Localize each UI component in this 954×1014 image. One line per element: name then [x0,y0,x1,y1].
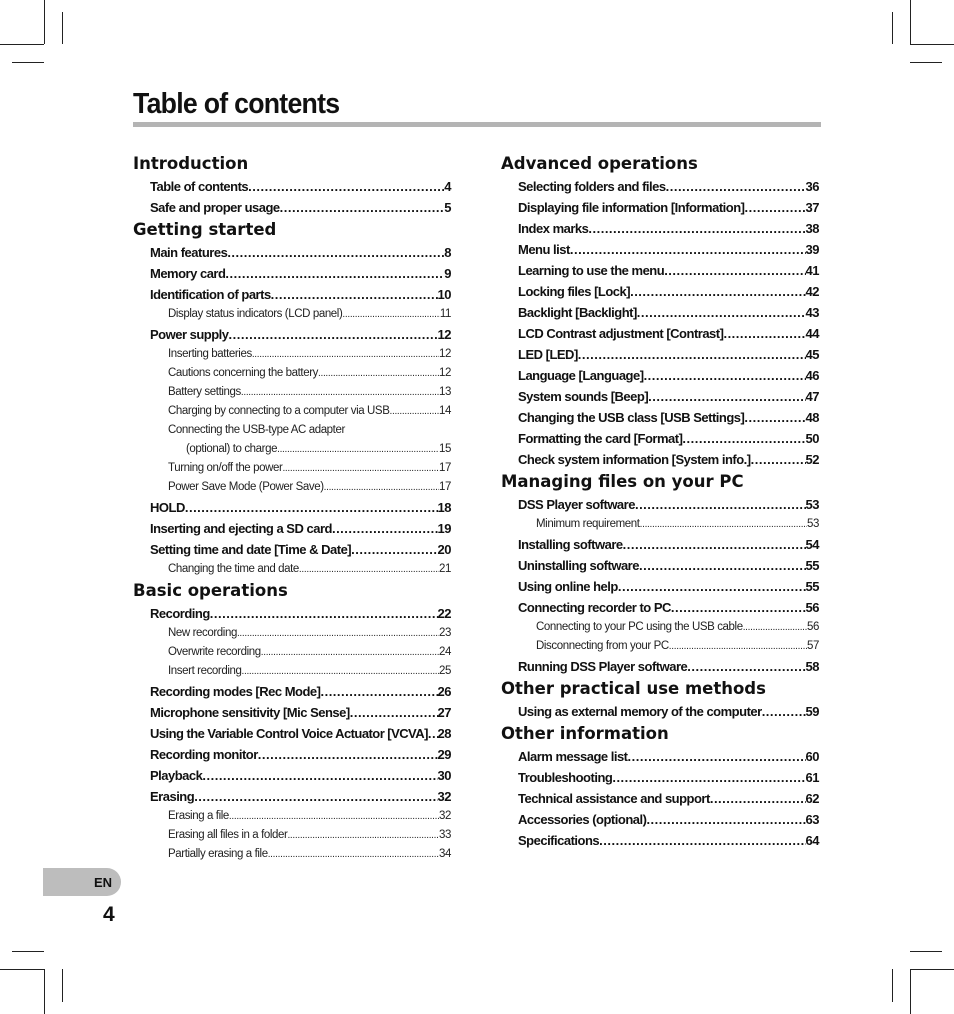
toc-entry-title: Inserting and ejecting a SD card [150,521,332,536]
dot-leader [332,518,438,539]
toc-entry-title: Installing software [518,537,623,552]
toc-entry-title: Connecting to your PC using the USB cable [536,621,743,633]
toc-entry[interactable] [133,263,451,284]
section-heading: Managing files on your PC [501,472,744,491]
toc-page-number: 50 [805,431,819,446]
dot-leader [666,176,806,197]
toc-page-number: 20 [437,542,451,557]
crop-mark [12,62,44,63]
crop-mark [910,44,954,45]
toc-page-number: 47 [805,389,819,404]
toc-page-number: 38 [805,221,819,236]
dot-leader [578,344,806,365]
toc-page-number: 55 [805,558,819,573]
toc-entry-title: Selecting folders and files [518,179,666,194]
toc-page-number: 21 [439,563,451,575]
dot-leader [618,576,806,597]
toc-right-column [501,152,819,851]
toc-entry[interactable] [501,323,819,344]
toc-entry[interactable] [501,494,819,515]
dot-leader [664,260,805,281]
dot-leader [710,788,806,809]
crop-mark [0,969,44,970]
toc-entry[interactable] [133,459,451,478]
toc-entry-title: Technical assistance and support [518,791,710,806]
toc-page-number: 27 [437,705,451,720]
dot-leader [277,440,439,459]
dot-leader [280,197,445,218]
toc-entry-title: Cautions concerning the battery [168,367,318,379]
toc-entry[interactable] [133,681,451,702]
toc-entry-title: Accessories (optional) [518,812,647,827]
toc-page-number: 37 [805,200,819,215]
toc-section [501,677,819,722]
toc-page-number: 55 [805,579,819,594]
toc-entry[interactable] [501,830,819,851]
toc-entry[interactable] [133,242,451,263]
language-label: EN [94,875,113,890]
toc-entry-title: Memory card [150,266,226,281]
toc-entry-title: Using the Variable Control Voice Actuator [VCVA] [150,726,428,741]
toc-entry[interactable] [501,428,819,449]
dot-leader [229,324,438,345]
toc-page-number: 39 [805,242,819,257]
toc-section [501,152,819,470]
dot-leader [682,428,805,449]
toc-entry-title: Microphone sensitivity [Mic Sense] [150,705,350,720]
toc-entry[interactable] [133,324,451,345]
toc-entry[interactable] [133,723,451,744]
toc-entry-title: Erasing a file [168,810,229,822]
toc-page-number: 12 [439,348,451,360]
toc-entry[interactable] [133,284,451,305]
toc-page-number: 48 [805,410,819,425]
toc-entry-title: Power supply [150,327,229,342]
toc-entry[interactable] [133,305,451,324]
dot-leader [630,281,805,302]
toc-page-number: 57 [807,640,819,652]
toc-page-number: 52 [805,452,819,467]
dot-leader [242,662,440,681]
toc-entry-title: Running DSS Player software [518,659,688,674]
toc-page-number: 23 [439,627,451,639]
toc-page-number: 32 [439,810,451,822]
dot-leader [202,765,437,786]
dot-leader [640,515,807,534]
toc-page-number: 43 [805,305,819,320]
dot-leader [237,624,439,643]
dot-leader [644,365,806,386]
toc-entry[interactable] [501,701,819,722]
dot-leader [225,263,444,284]
dot-leader [248,176,444,197]
crop-mark [910,0,911,44]
crop-mark [892,969,893,1002]
dot-leader [743,618,807,637]
toc-entry[interactable] [501,281,819,302]
dot-leader [623,534,806,555]
toc-entry[interactable] [133,826,451,845]
toc-entry[interactable] [133,765,451,786]
toc-page-number: 64 [805,833,819,848]
dot-leader [282,459,439,478]
toc-entry-title: Safe and proper usage [150,200,280,215]
toc-entry[interactable] [133,807,451,826]
toc-page-number: 17 [439,462,451,474]
toc-entry[interactable] [133,197,451,218]
crop-mark [62,12,63,44]
toc-entry[interactable] [501,344,819,365]
dot-leader [428,723,438,744]
toc-entry-title: Inserting batteries [168,348,252,360]
toc-entry-title: Setting time and date [Time & Date] [150,542,352,557]
toc-entry-title: Erasing all files in a folder [168,829,288,841]
dot-leader [671,597,806,618]
toc-entry-title: Recording monitor [150,747,258,762]
toc-entry[interactable] [133,478,451,497]
crop-mark [12,951,44,952]
page-title: Table of contents [133,88,340,120]
section-heading: Other information [501,724,669,743]
dot-leader [324,478,439,497]
toc-entry-title: Index marks [518,221,589,236]
toc-page-number: 26 [437,684,451,699]
dot-leader [745,197,806,218]
toc-page-number: 30 [437,768,451,783]
toc-page-number: 5 [444,200,451,215]
toc-entry-title: DSS Player software [518,497,635,512]
toc-entry-title: New recording [168,627,237,639]
toc-entry[interactable] [501,260,819,281]
toc-page-number: 9 [444,266,451,281]
toc-page-number: 34 [439,848,451,860]
toc-entry[interactable] [133,786,451,807]
dot-leader [744,407,805,428]
toc-page-number: 46 [805,368,819,383]
toc-page-number: 28 [437,726,451,741]
toc-entry-title: Playback [150,768,203,783]
crop-mark [44,0,45,44]
toc-entry[interactable] [501,239,819,260]
toc-entry-title: Recording modes [Rec Mode] [150,684,321,699]
toc-entry[interactable] [501,365,819,386]
toc-page-number: 4 [444,179,451,194]
crop-mark [910,969,954,970]
toc-entry-title: Main features [150,245,228,260]
toc-entry-title: Locking files [Lock] [518,284,631,299]
crop-mark [0,44,44,45]
dot-leader [687,656,805,677]
toc-entry-title[interactable]: Connecting the USB-type AC adapter [168,424,345,436]
toc-entry[interactable] [133,702,451,723]
toc-page-number: 10 [437,287,451,302]
dot-leader [299,560,439,579]
toc-page-number: 25 [439,665,451,677]
dot-leader [635,494,806,515]
toc-entry-title: Uninstalling software [518,558,639,573]
toc-page-number: 58 [805,659,819,674]
toc-entry-title: Using online help [518,579,618,594]
dot-leader [637,302,806,323]
toc-page-number: 54 [805,537,819,552]
toc-page-number: 44 [805,326,819,341]
toc-entry[interactable] [133,402,451,421]
toc-entry-title: Erasing [150,789,195,804]
toc-entry[interactable] [501,618,819,637]
toc-page-number: 33 [439,829,451,841]
toc-entry-title: Formatting the card [Format] [518,431,683,446]
toc-entry-title: Displaying file information [Information] [518,200,745,215]
toc-page-number: 29 [437,747,451,762]
dot-leader [268,845,439,864]
toc-entry-title: Insert recording [168,665,242,677]
toc-entry-title: Menu list [518,242,570,257]
toc-page-number: 61 [805,770,819,785]
section-heading: Other practical use methods [501,679,766,698]
toc-page-number: 56 [805,600,819,615]
toc-page-number: 62 [805,791,819,806]
toc-section [133,152,451,218]
toc-section [133,579,451,864]
toc-entry[interactable] [501,449,819,470]
dot-leader [318,364,439,383]
toc-entry[interactable] [133,497,451,518]
toc-entry[interactable] [133,845,451,864]
toc-entry[interactable] [133,518,451,539]
toc-page-number: 22 [437,606,451,621]
toc-entry[interactable] [501,809,819,830]
toc-entry[interactable] [501,555,819,576]
dot-leader [612,767,805,788]
toc-entry[interactable] [501,746,819,767]
toc-entry[interactable] [133,345,451,364]
toc-entry-title: LED [LED] [518,347,578,362]
toc-entry[interactable] [501,597,819,618]
toc-entry[interactable] [133,440,451,459]
toc-entry[interactable] [133,662,451,681]
toc-page-number: 59 [805,704,819,719]
crop-mark [910,62,942,63]
dot-leader [194,786,437,807]
dot-leader [342,305,439,324]
toc-page-number: 14 [439,405,451,417]
toc-entry-title: Specifications [518,833,600,848]
toc-entry-title: Minimum requirement [536,518,640,530]
toc-page-number: 12 [439,367,451,379]
toc-entry[interactable] [133,744,451,765]
toc-entry-title: LCD Contrast adjustment [Contrast] [518,326,724,341]
dot-leader [639,555,806,576]
dot-leader [762,701,806,722]
section-heading: Getting started [133,220,277,239]
toc-page-number: 42 [805,284,819,299]
toc-entry-title: Learning to use the menu [518,263,665,278]
toc-page-number: 8 [444,245,451,260]
toc-entry-title: Troubleshooting [518,770,613,785]
section-heading: Basic operations [133,581,288,600]
section-heading: Introduction [133,154,249,173]
section-heading: Advanced operations [501,154,698,173]
toc-entry-title: Turning on/off the power [168,462,283,474]
toc-page-number: 11 [439,308,451,320]
toc-entry[interactable] [133,643,451,662]
toc-entry[interactable] [133,176,451,197]
dot-leader [723,323,805,344]
toc-entry[interactable] [501,637,819,656]
dot-leader [241,383,439,402]
crop-mark [62,969,63,1002]
toc-page-number: 56 [807,621,819,633]
dot-leader [646,809,805,830]
crop-mark [892,12,893,44]
toc-page-number: 36 [805,179,819,194]
toc-page-number: 41 [805,263,819,278]
toc-entry-title: Identification of parts [150,287,271,302]
toc-page-number: 53 [805,497,819,512]
toc-page-number: 15 [439,443,451,455]
toc-entry-title: Battery settings [168,386,241,398]
toc-page-number: 60 [805,749,819,764]
toc-section [501,722,819,851]
toc-entry[interactable] [133,383,451,402]
toc-page-number: 53 [807,518,819,530]
toc-page-number: 45 [805,347,819,362]
dot-leader [261,643,439,662]
dot-leader [389,402,439,421]
toc-left-column [133,152,451,864]
dot-leader [227,242,444,263]
dot-leader [185,497,438,518]
toc-page-number: 19 [437,521,451,536]
toc-entry[interactable] [501,767,819,788]
toc-section [501,470,819,677]
toc-entry-title: Backlight [Backlight] [518,305,637,320]
dot-leader [210,603,438,624]
toc-entry-title: Display status indicators (LCD panel) [168,308,343,320]
toc-entry[interactable] [501,176,819,197]
toc-entry-title: Changing the USB class [USB Settings] [518,410,745,425]
toc-entry[interactable] [501,197,819,218]
toc-entry-title: Connecting recorder to PC [518,600,671,615]
dot-leader [599,830,805,851]
toc-page-number: 12 [437,327,451,342]
dot-leader [570,239,806,260]
dot-leader [258,744,438,765]
toc-entry[interactable] [133,364,451,383]
toc-entry-title: Alarm message list [518,749,628,764]
toc-entry[interactable] [501,576,819,597]
dot-leader [648,386,805,407]
dot-leader [588,218,805,239]
toc-entry-title: Changing the time and date [168,563,299,575]
toc-entry-title: HOLD [150,500,185,515]
toc-entry[interactable] [133,603,451,624]
dot-leader [351,539,437,560]
dot-leader [320,681,437,702]
dot-leader [287,826,439,845]
dot-leader [628,746,806,767]
toc-entry[interactable] [501,534,819,555]
dot-leader [751,449,806,470]
toc-entry[interactable] [133,539,451,560]
toc-entry-title: Language [Language] [518,368,644,383]
toc-entry-title: Check system information [System info.] [518,452,751,467]
toc-entry-title: Table of contents [150,179,249,194]
dot-leader [252,345,439,364]
dot-leader [271,284,438,305]
toc-entry-title-cont: (optional) to charge [186,443,278,455]
title-rule [133,122,821,127]
toc-entry-title: Recording [150,606,210,621]
toc-entry-title: Power Save Mode (Power Save) [168,481,324,493]
toc-page-number: 24 [439,646,451,658]
toc-entry[interactable] [501,302,819,323]
crop-mark [910,951,942,952]
crop-mark [910,969,911,1014]
toc-entry[interactable] [501,218,819,239]
toc-page-number: 18 [437,500,451,515]
toc-entry-title: Partially erasing a file [168,848,268,860]
dot-leader [350,702,438,723]
toc-entry[interactable] [501,407,819,428]
toc-entry-title: Charging by connecting to a computer via USB [168,405,390,417]
toc-entry[interactable] [501,386,819,407]
page-number: 4 [103,903,115,926]
toc-page-number: 17 [439,481,451,493]
dot-leader [229,807,439,826]
toc-entry-title: System sounds [Beep] [518,389,649,404]
toc-entry[interactable] [501,515,819,534]
toc-entry[interactable] [133,624,451,643]
toc-entry[interactable] [133,560,451,579]
toc-entry[interactable] [501,656,819,677]
crop-mark [44,969,45,1014]
toc-entry[interactable] [501,788,819,809]
toc-page-number: 13 [439,386,451,398]
toc-entry-title: Using as external memory of the computer [518,704,762,719]
toc-entry-title: Disconnecting from your PC [536,640,669,652]
toc-section [133,218,451,579]
dot-leader [669,637,807,656]
toc-page-number: 63 [805,812,819,827]
toc-page-number: 32 [437,789,451,804]
toc-entry-title: Overwrite recording [168,646,261,658]
